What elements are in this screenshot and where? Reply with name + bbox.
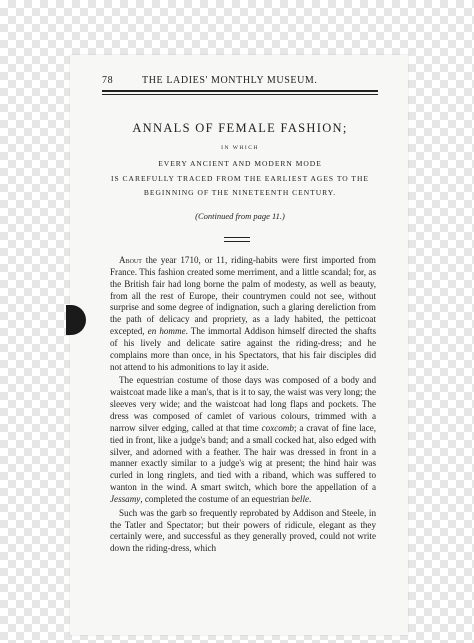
text-run: , completed the costume of an equestrian	[140, 493, 292, 504]
text-run: The equestrian costume of those days was composed of a body and waistcoat made like a man's, that is it to say, the waist was very long; the sleeves very wide; and the waistcoat had long flaps and pockets. The dress was composed of camlet of various colours, trimmed with a narrow silver edging, called at that time	[110, 375, 376, 433]
running-title: THE LADIES' MONTHLY MUSEUM.	[142, 75, 318, 86]
page-number: 78	[102, 75, 114, 86]
text-run: Such was the garb so frequently reprobated by Addison and Steele, in the Tatler and Spectator; but their powers of ridicule, elegant as they certainly were, and successful as they generally proved, could not write down the riding-dress, which	[110, 507, 376, 554]
subtitle-line-2: EVERY ANCIENT AND MODERN MODE	[158, 159, 322, 168]
subtitle-line-1: IN WHICH	[221, 145, 259, 151]
subtitle-line-3: IS CAREFULLY TRACED FROM THE EARLIEST AGES TO THE	[111, 174, 369, 183]
text-run: the year 1710, or 11, riding-habits were first imported from France. This fashion created some merriment, and a little scandal; for, as the British fair had long borne the palm of modesty, as well as beauty, from all the rest of Europe, their countrymen could not see, without surprise and some degree of indignation, such a glaring dereliction from the path of delicacy and propriety, as a lady habited, the petticoat excepted,	[110, 255, 376, 337]
paragraph-1	[110, 255, 376, 373]
paragraph-lead-word: About	[119, 255, 142, 265]
article-body	[110, 255, 376, 555]
article-title: ANNALS OF FEMALE FASHION;	[132, 121, 348, 135]
text-run: . The immortal Addison himself directed the shafts of his lively and delicate satire against the riding-dress; and he complains more than once, in his Spectators, that his fair disciples did not attend to his admonitions to lay it aside.	[110, 326, 376, 372]
text-run: .	[309, 493, 312, 504]
italic-run: belle	[291, 493, 310, 504]
text-run: ; a cravat of fine lace, tied in front, like a judge's band; and a small cocked hat, also edged with silver, and adorned with a feather. The hair was dressed in front in a manner exactly similar to a judge's wig at present; the hind hair was curled in long ringlets, and tied with a riband, which was suffered to wanton in the wind. A smart switch, which bore the appellation of a	[110, 422, 377, 493]
header-double-rule	[102, 90, 378, 95]
italic-run: en homme	[147, 326, 186, 337]
running-header	[102, 75, 372, 86]
italic-run: coxcomb	[261, 422, 294, 433]
paragraph-2	[110, 375, 376, 505]
italic-run: Jessamy	[110, 493, 141, 504]
paragraph-3	[110, 508, 376, 555]
continued-note: (Continued from page 11.)	[195, 211, 285, 221]
book-page	[70, 55, 408, 635]
section-ornament-rule	[224, 237, 250, 242]
subtitle-line-4: BEGINNING OF THE NINETEENTH CENTURY.	[143, 188, 337, 197]
